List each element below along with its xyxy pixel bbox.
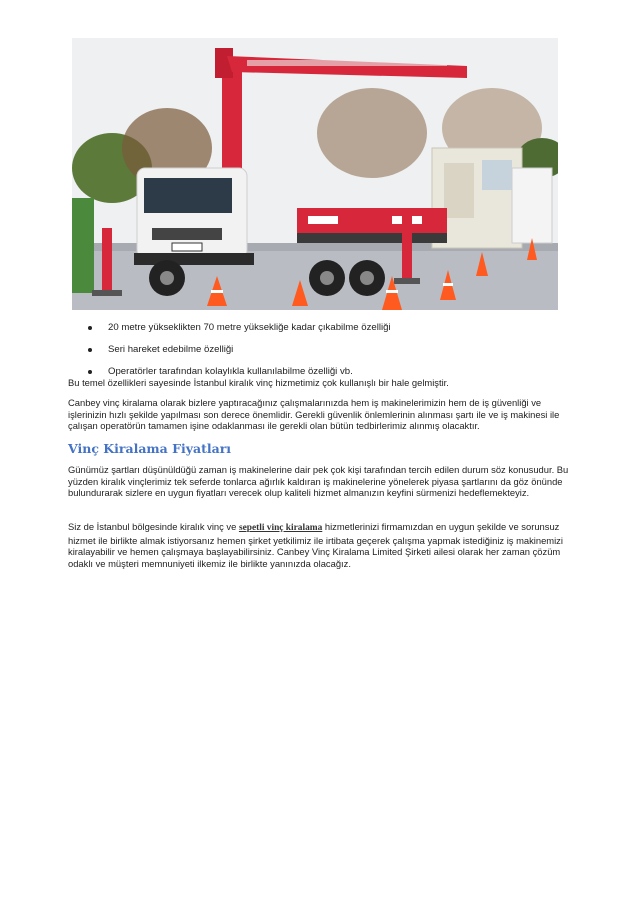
list-item: 20 metre yükseklikten 70 metre yüksekliğe kadar çıkabilme özelliği: [88, 322, 391, 334]
paragraph-contact-text-2: hizmetlerinizi firmamızdan en uygun şekilde ve sorunsuz hizmet ile birlikte almak istiyorsanız hemen şirket yetkilimiz ile irtibata geçerek çalışma yapmak istediğiniz iş makinemizi kiralayabilir ve hemen çalışmaya başlayabilirsiniz. Canbey Vinç Kiralama Limited Şirketi ailesi olarak her zaman çözüm odaklı ve müşteri memnuniyeti ilkemiz ile birlikte yanınızda olacağız.: [68, 521, 563, 569]
section-heading: Vinç Kiralama Fiyatları: [68, 441, 232, 456]
paragraph-intro: Bu temel özellikleri sayesinde İstanbul kiralık vinç hizmetimiz çok kullanışlı bir hale gelmiştir.: [68, 377, 449, 388]
paragraph-prices: Günümüz şartları düşünüldüğü zaman iş makinelerine dair pek çok kişi tarafından tercih edilen durum söz konusudur. Bu yüzden kiralık vinçlerimiz tek seferde tonlarca ağırlık kaldıran iş makinelerine yönelerek piyasa şartlarını da göz önünde bulundurarak sizlere en uygun fiyatları verecek olup kaliteli hizmet almanızın keyfini sürmenizi hedeflemekteyiz.: [68, 464, 569, 499]
list-item: Seri hareket edebilme özelliği: [88, 344, 391, 356]
paragraph-contact: [68, 521, 570, 569]
list-item: Operatörler tarafından kolaylıkla kullanılabilme özelliği vb.: [88, 366, 391, 378]
crane-truck-illustration: [72, 38, 558, 310]
paragraph-safety: Canbey vinç kiralama olarak bizlere yaptıracağınız çalışmalarınızda hem iş makinelerimizin hem de iş güvenliği ve işlerinizin hızlı şekilde yapılması son derece önemlidir. Gerekli güvenlik önlemlerinin alınması şartı ile ve iş makinesi ile çalışan operatörün tamamen işine odaklanması ile gerekli olan bütün tedbirlerimiz alınmış olacaktır.: [68, 397, 560, 432]
sepetli-vinc-link[interactable]: sepetli vinç kiralama: [238, 523, 323, 533]
paragraph-contact-text-1: Siz de İstanbul bölgesinde kiralık vinç ve: [68, 521, 239, 532]
crane-truck-photo: [72, 38, 558, 310]
